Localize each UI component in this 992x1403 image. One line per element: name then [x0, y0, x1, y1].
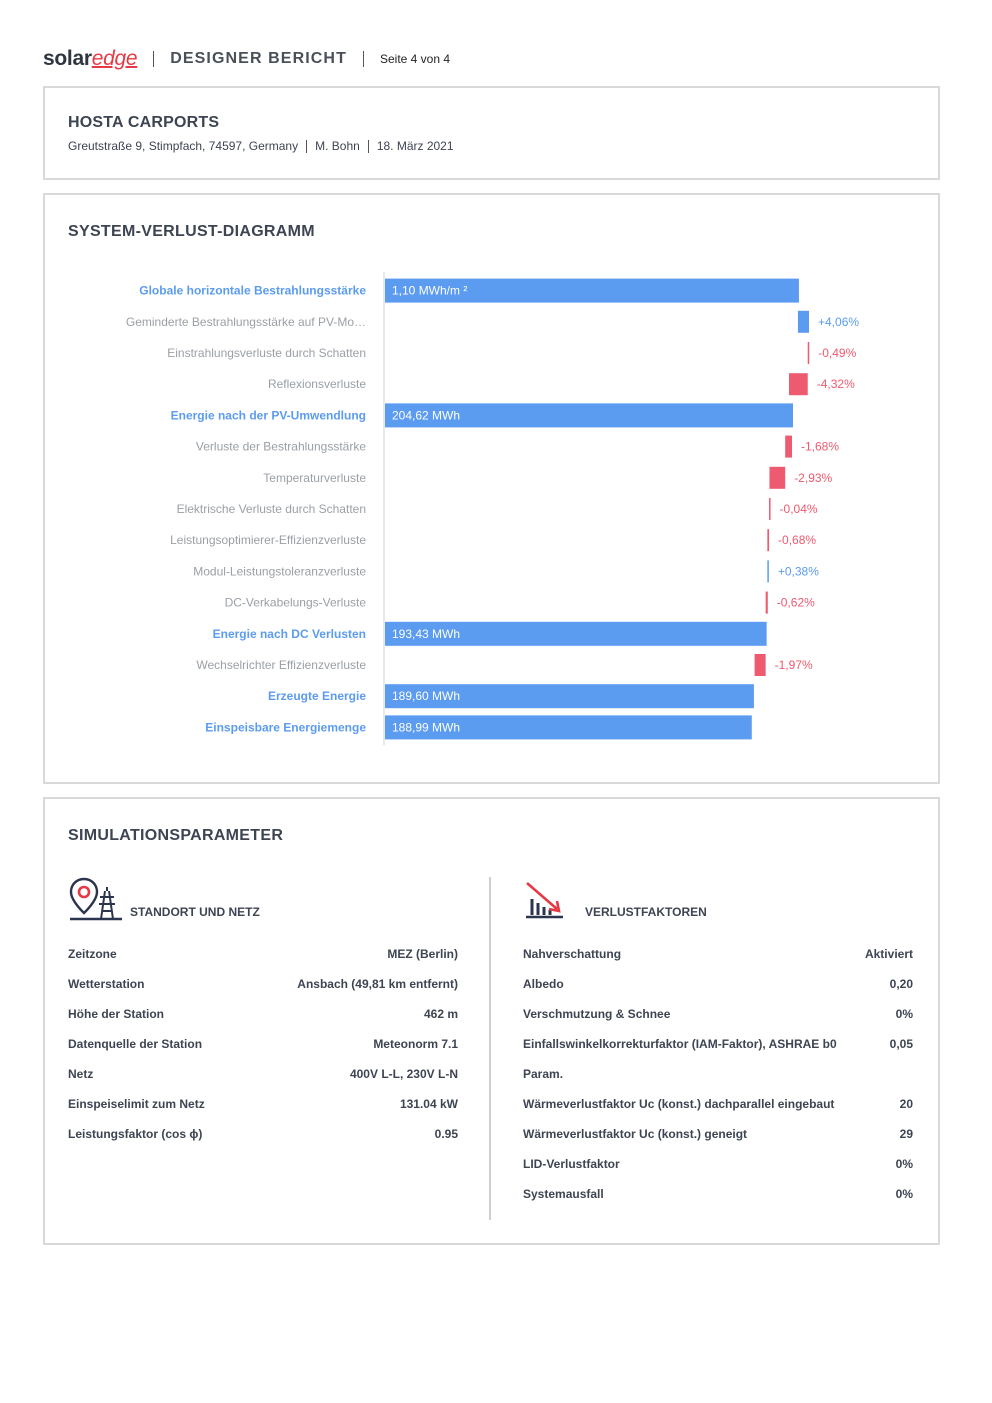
category-label: Elektrische Verluste durch Schatten: [176, 502, 366, 516]
location-param-key: Leistungsfaktor (cos ϕ): [68, 1127, 203, 1141]
page-number: Seite 4 von 4: [379, 52, 451, 66]
loss-param-value: 0%: [895, 1157, 913, 1171]
loss-value-label: -0,62%: [776, 595, 815, 610]
header-divider: [363, 51, 364, 67]
project-author: M. Bohn: [315, 139, 360, 153]
simulation-title: SIMULATIONSPARAMETER: [68, 827, 284, 844]
meta-divider: [368, 140, 369, 153]
logo-solar-text: solar: [43, 47, 92, 70]
loss-param-value: 0,05: [889, 1037, 913, 1051]
category-label: Temperaturverluste: [263, 470, 366, 485]
loss-param-value: 0%: [895, 1187, 913, 1201]
loss-bar: [755, 654, 766, 676]
location-param-value: Meteonorm 7.1: [373, 1037, 458, 1051]
location-param-value: 131.04 kW: [399, 1097, 458, 1111]
loss-value-label: -0,68%: [778, 533, 817, 548]
location-param-value: 462 m: [423, 1007, 458, 1021]
loss-param-row: [523, 939, 913, 969]
location-param-row: [68, 999, 458, 1029]
category-label: Reflexionsverluste: [267, 377, 366, 392]
location-param-key: Datenquelle der Station: [68, 1037, 203, 1051]
loss-bar: [769, 467, 785, 489]
loss-bar: [767, 529, 769, 551]
page-header: [43, 46, 450, 72]
category-label: Erzeugte Energie: [267, 689, 366, 704]
loss-param-row: [523, 969, 913, 999]
simulation-parameters-box: [43, 797, 940, 1245]
loss-value-label: -1,97%: [774, 658, 813, 672]
category-label: Einstrahlungsverluste durch Schatten: [167, 346, 366, 360]
category-label: Verluste der Bestrahlungsstärke: [195, 439, 366, 454]
location-grid-heading: STANDORT UND NETZ: [130, 905, 260, 919]
location-param-row: [68, 1119, 458, 1149]
category-label: Wechselrichter Effizienzverluste: [196, 658, 366, 672]
loss-chart-icon: [523, 877, 579, 921]
project-meta: [68, 139, 454, 153]
gain-value-label: +0,38%: [777, 564, 819, 579]
location-grid-column: [68, 877, 458, 1149]
loss-param-key: LID-Verlustfaktor: [523, 1157, 620, 1171]
loss-bar: [789, 373, 808, 395]
category-label: Energie nach der PV-Umwendlung: [170, 408, 366, 423]
loss-param-row: [523, 1149, 913, 1179]
solaredge-logo: [43, 47, 137, 71]
location-param-row: [68, 1029, 458, 1059]
category-label: Globale horizontale Bestrahlungsstärke: [139, 283, 366, 298]
loss-factors-column: [523, 877, 913, 1209]
location-param-row: [68, 969, 458, 999]
loss-value-label: -4,32%: [816, 377, 855, 392]
loss-param-row: [523, 1059, 913, 1089]
location-param-row: [68, 1089, 458, 1119]
location-param-key: Zeitzone: [68, 947, 117, 961]
loss-param-key: Param.: [523, 1067, 564, 1081]
gain-value-label: +4,06%: [818, 314, 860, 329]
waterfall-svg: [45, 195, 938, 782]
location-grid-header: [68, 877, 458, 921]
location-param-value: 0.95: [434, 1127, 458, 1141]
project-address: Greutstraße 9, Stimpfach, 74597, Germany: [68, 139, 299, 153]
location-grid-rows: [68, 939, 458, 1149]
location-param-row: [68, 1059, 458, 1089]
gain-bar: [798, 311, 809, 333]
loss-param-value: Aktiviert: [864, 947, 913, 961]
loss-param-row: [523, 1179, 913, 1209]
meta-divider: [306, 140, 307, 153]
loss-param-row: [523, 1119, 913, 1149]
category-label: Leistungsoptimierer-Effizienzverluste: [170, 533, 366, 548]
project-info-box: [43, 86, 940, 180]
category-label: Geminderte Bestrahlungsstärke auf PV-Mo…: [125, 314, 366, 329]
loss-bar: [769, 498, 771, 520]
loss-param-value: 29: [899, 1127, 913, 1141]
loss-waterfall-chart: [45, 195, 942, 786]
loss-param-key: Einfallswinkelkorrekturfaktor (IAM-Faktor), ASHRAE b0: [523, 1037, 837, 1051]
location-param-value: MEZ (Berlin): [387, 947, 458, 961]
location-param-key: Einspeiselimit zum Netz: [68, 1097, 205, 1111]
total-value-label: 188,99 MWh: [392, 720, 461, 735]
loss-diagram-box: [43, 193, 940, 784]
total-value-label: 204,62 MWh: [392, 408, 461, 423]
loss-factors-heading: VERLUSTFAKTOREN: [585, 905, 707, 919]
location-param-key: Netz: [68, 1067, 94, 1081]
location-param-value: Ansbach (49,81 km entfernt): [297, 977, 458, 991]
loss-param-key: Albedo: [523, 977, 564, 991]
column-divider: [489, 877, 491, 1220]
loss-value-label: -2,93%: [794, 470, 833, 485]
loss-factors-rows: [523, 939, 913, 1209]
gain-bar: [767, 560, 769, 582]
location-param-key: Wetterstation: [68, 977, 145, 991]
total-value-label: 1,10 MWh/m ²: [392, 283, 468, 298]
project-date: 18. März 2021: [376, 139, 454, 153]
location-param-key: Höhe der Station: [68, 1007, 165, 1021]
loss-param-key: Systemausfall: [523, 1187, 604, 1201]
total-value-label: 189,60 MWh: [392, 689, 461, 704]
report-title: DESIGNER BERICHT: [170, 50, 347, 67]
loss-bar: [808, 342, 810, 364]
loss-param-row: [523, 1089, 913, 1119]
loss-value-label: -1,68%: [801, 439, 840, 454]
loss-param-key: Wärmeverlustfaktor Uc (konst.) dachparallel eingebaut: [523, 1097, 835, 1111]
category-label: Einspeisbare Energiemenge: [205, 720, 366, 735]
header-divider: [153, 51, 154, 67]
loss-param-row: [523, 1029, 913, 1059]
loss-param-key: Wärmeverlustfaktor Uc (konst.) geneigt: [523, 1127, 748, 1141]
loss-param-value: 0%: [895, 1007, 913, 1021]
location-param-row: [68, 939, 458, 969]
category-label: DC-Verkabelungs-Verluste: [224, 595, 366, 610]
logo-edge-text: edge: [91, 47, 138, 70]
loss-factors-header: [523, 877, 913, 921]
loss-param-row: [523, 999, 913, 1029]
category-label: Modul-Leistungstoleranzverluste: [193, 564, 366, 579]
loss-param-key: Nahverschattung: [523, 947, 622, 961]
category-label: Energie nach DC Verlusten: [212, 626, 366, 641]
loss-param-value: 0,20: [889, 977, 913, 991]
location-param-value: 400V L-L, 230V L-N: [349, 1067, 458, 1081]
location-grid-icon: [68, 877, 124, 921]
total-value-label: 193,43 MWh: [392, 626, 461, 641]
loss-bar: [785, 436, 792, 458]
loss-diagram-title: SYSTEM-VERLUST-DIAGRAMM: [68, 223, 315, 240]
loss-param-value: 20: [899, 1097, 913, 1111]
loss-bar: [766, 592, 768, 614]
project-name: HOSTA CARPORTS: [68, 114, 220, 131]
loss-param-key: Verschmutzung & Schnee: [523, 1007, 671, 1021]
loss-value-label: -0,49%: [818, 346, 857, 360]
loss-value-label: -0,04%: [779, 502, 818, 516]
